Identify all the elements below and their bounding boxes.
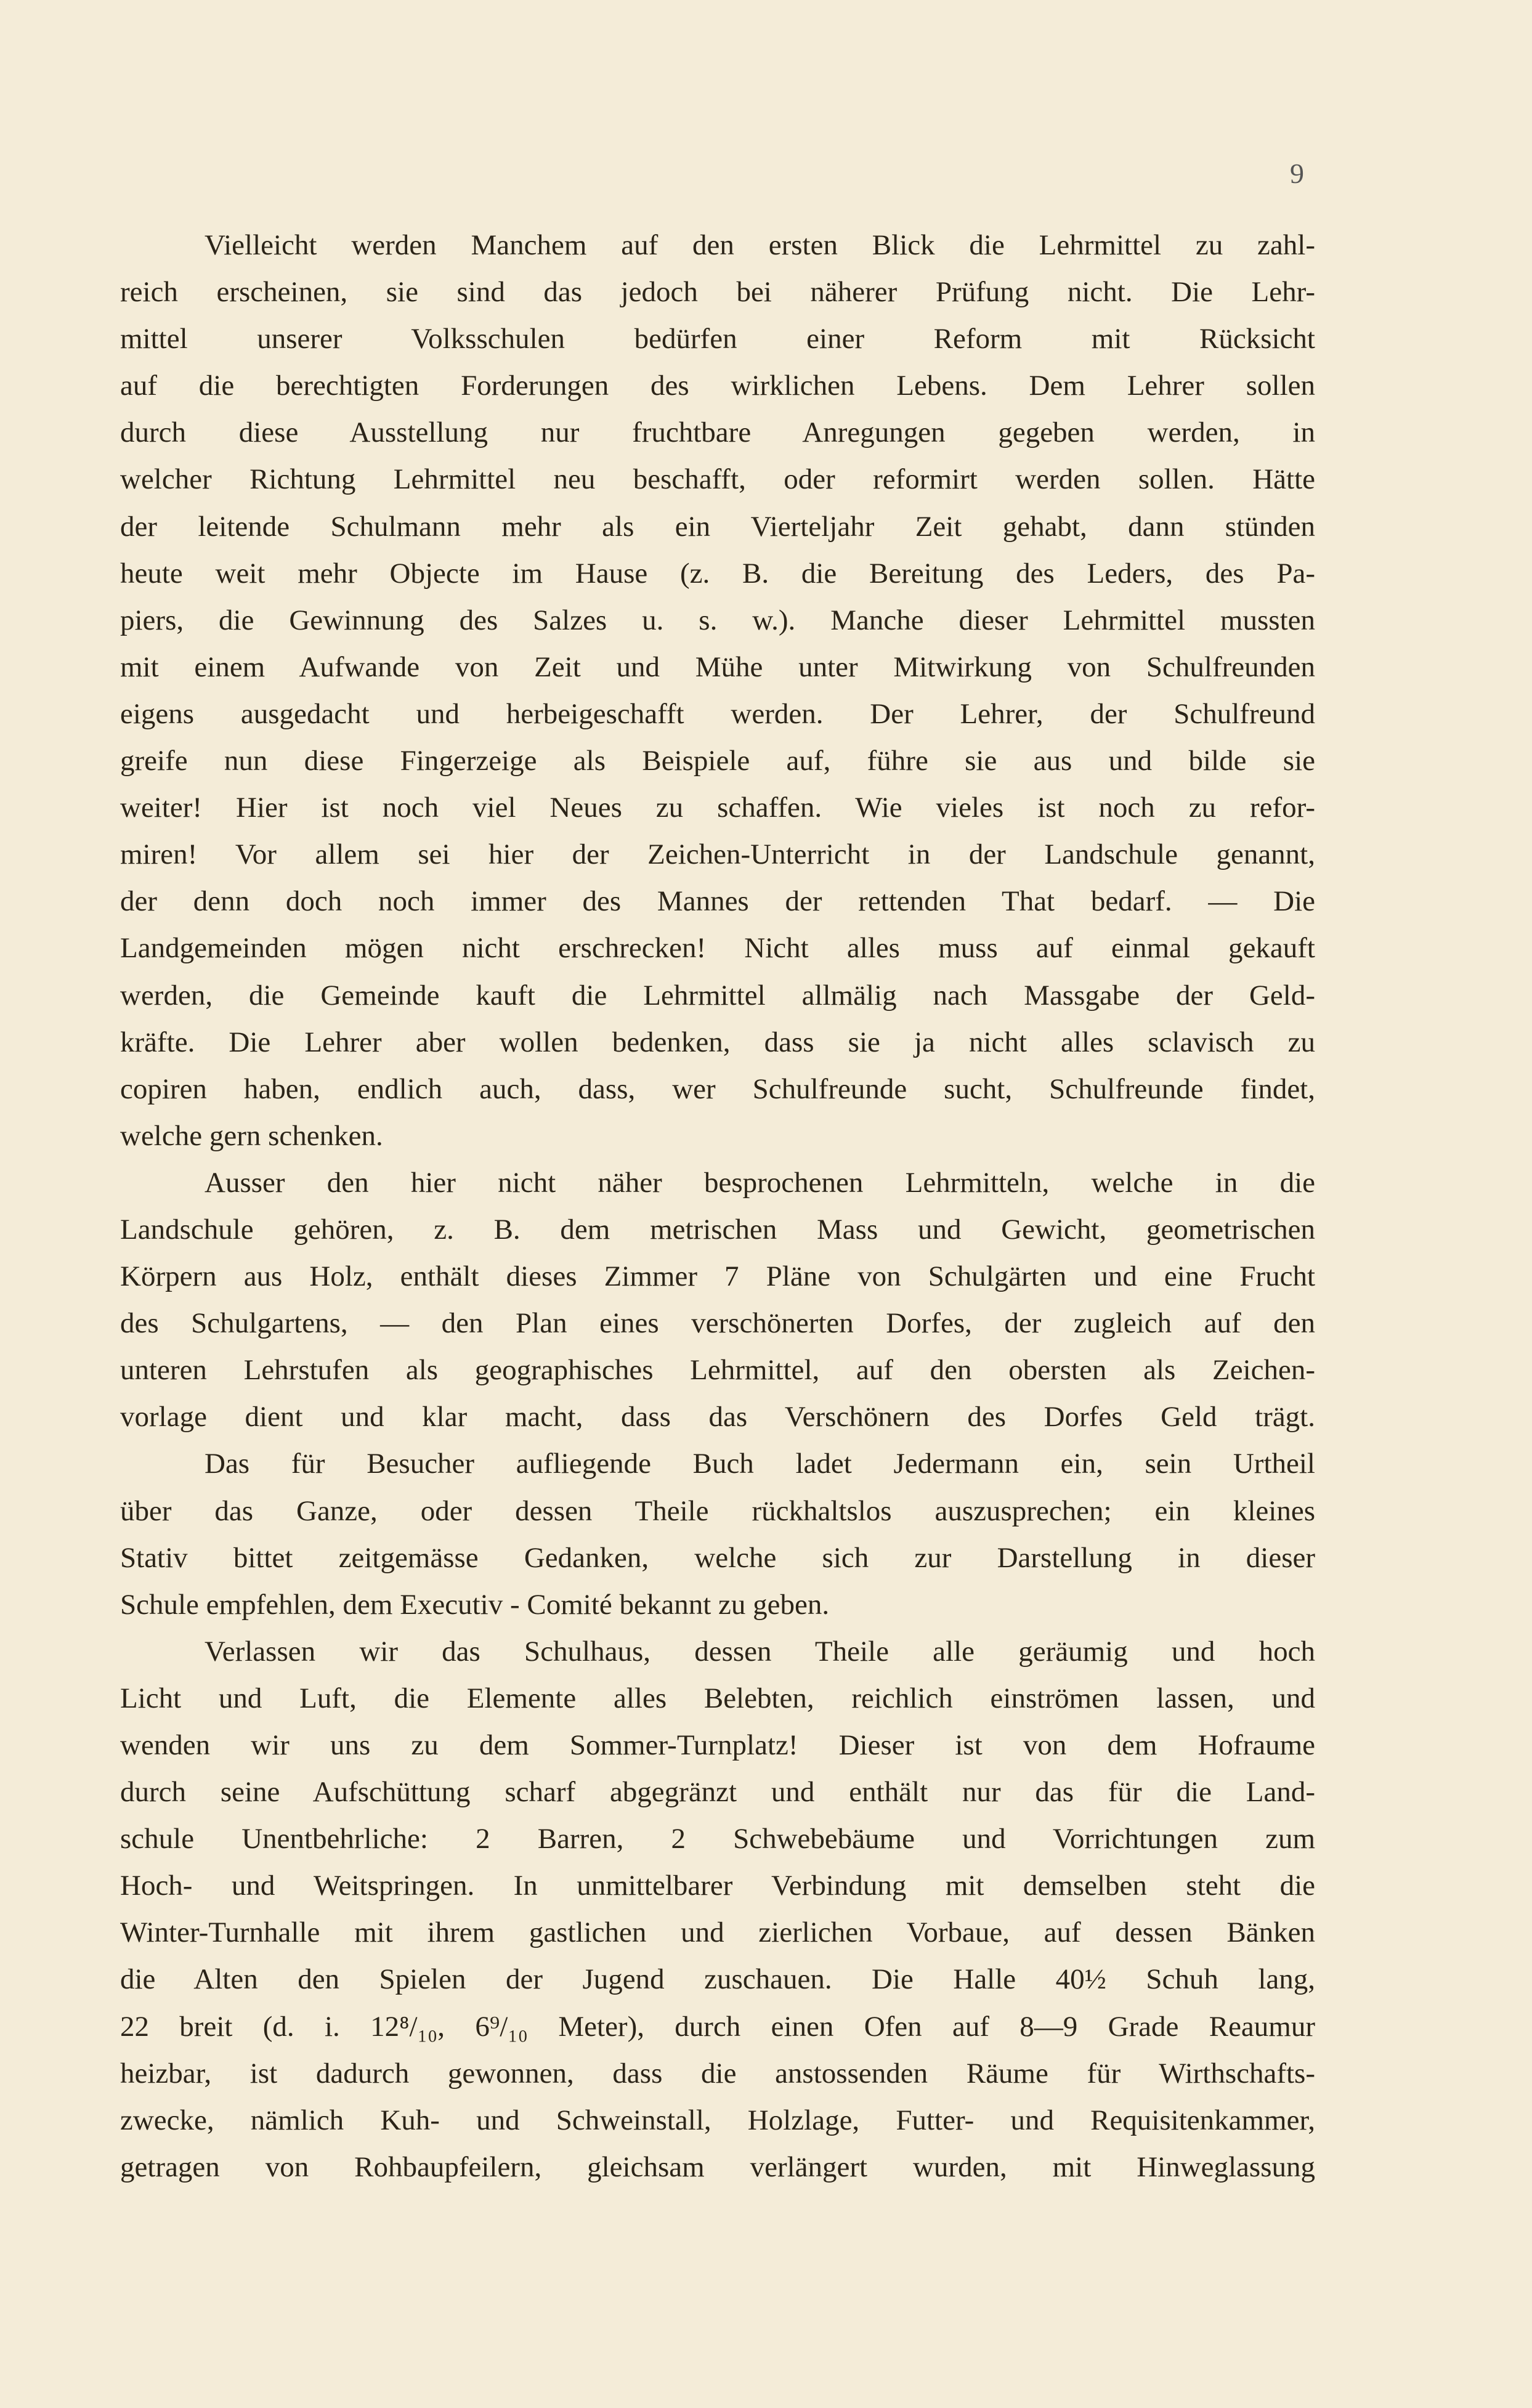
text-line: welcher Richtung Lehrmittel neu beschafft, oder reformirt werden sollen. Hätte [120, 463, 1315, 496]
text-line: schule Unentbehrliche: 2 Barren, 2 Schwebebäume und Vorrichtungen zum [120, 1823, 1315, 1855]
text-line: Stativ bittet zeitgemässe Gedanken, welche sich zur Darstellung in dieser [120, 1541, 1315, 1574]
text-line: zwecke, nämlich Kuh- und Schweinstall, Holzlage, Futter- und Requisitenkammer, [120, 2104, 1315, 2136]
text-line: welche gern schenken. [120, 1119, 383, 1152]
text-line: eigens ausgedacht und herbeigeschafft werden. Der Lehrer, der Schulfreund [120, 697, 1315, 730]
text-line: werden, die Gemeinde kauft die Lehrmittel allmälig nach Massgabe der Geld- [120, 979, 1315, 1011]
text-line: Das für Besucher aufliegende Buch ladet Jedermann ein, sein Urtheil [205, 1448, 1315, 1480]
text-line: durch diese Ausstellung nur fruchtbare Anregungen gegeben werden, in [120, 416, 1315, 449]
text-line: kräfte. Die Lehrer aber wollen bedenken, dass sie ja nicht alles sclavisch zu [120, 1026, 1315, 1058]
text-line: auf die berechtigten Forderungen des wirklichen Lebens. Dem Lehrer sollen [120, 370, 1315, 402]
text-line: mit einem Aufwande von Zeit und Mühe unter Mitwirkung von Schulfreunden [120, 651, 1315, 683]
text-line: miren! Vor allem sei hier der Zeichen-Unterricht in der Landschule genannt, [120, 838, 1315, 871]
text-line: Vielleicht werden Manchem auf den ersten Blick die Lehrmittel zu zahl- [205, 229, 1315, 261]
text-line: 22 breit (d. i. 12⁸/₁₀, 6⁹/₁₀ Meter), durch einen Ofen auf 8—9 Grade Reaumur [120, 2010, 1315, 2043]
text-line: des Schulgartens, — den Plan eines verschönerten Dorfes, der zugleich auf den [120, 1307, 1315, 1340]
text-line: mittel unserer Volksschulen bedürfen einer Reform mit Rücksicht [120, 323, 1315, 355]
text-line: Verlassen wir das Schulhaus, dessen Theile alle geräumig und hoch [205, 1635, 1315, 1668]
text-line: Hoch- und Weitspringen. In unmittelbarer Verbindung mit demselben steht die [120, 1870, 1315, 1902]
text-line: Körpern aus Holz, enthält dieses Zimmer 7 Pläne von Schulgärten und eine Frucht [120, 1260, 1315, 1293]
page-number: 9 [1290, 158, 1304, 189]
text-line: über das Ganze, oder dessen Theile rückhaltslos auszusprechen; ein kleines [120, 1494, 1315, 1527]
text-line: wenden wir uns zu dem Sommer-Turnplatz! Dieser ist von dem Hofraume [120, 1729, 1315, 1761]
text-line: Landschule gehören, z. B. dem metrischen Mass und Gewicht, geometrischen [120, 1213, 1315, 1246]
text-line: heizbar, ist dadurch gewonnen, dass die anstossenden Räume für Wirthschafts- [120, 2057, 1315, 2090]
text-line: copiren haben, endlich auch, dass, wer Schulfreunde sucht, Schulfreunde findet, [120, 1072, 1315, 1105]
text-line: greife nun diese Fingerzeige als Beispiele auf, führe sie aus und bilde sie [120, 745, 1315, 777]
text-line: Landgemeinden mögen nicht erschrecken! Nicht alles muss auf einmal gekauft [120, 932, 1315, 965]
text-line: Ausser den hier nicht näher besprochenen Lehrmitteln, welche in die [205, 1166, 1315, 1199]
text-line: durch seine Aufschüttung scharf abgegränzt und enthält nur das für die Land- [120, 1776, 1315, 1809]
text-line: der leitende Schulmann mehr als ein Vierteljahr Zeit gehabt, dann stünden [120, 510, 1315, 543]
text-line: getragen von Rohbaupfeilern, gleichsam verlängert wurden, mit Hinweglassung [120, 2151, 1315, 2183]
text-line: Winter-Turnhalle mit ihrem gastlichen und zierlichen Vorbaue, auf dessen Bänken [120, 1916, 1315, 1949]
text-line: Licht und Luft, die Elemente alles Belebten, reichlich einströmen lassen, und [120, 1682, 1315, 1714]
text-line: piers, die Gewinnung des Salzes u. s. w.). Manche dieser Lehrmittel mussten [120, 604, 1315, 636]
text-line: vorlage dient und klar macht, dass das Verschönern des Dorfes Geld trägt. [120, 1401, 1315, 1433]
text-line: heute weit mehr Objecte im Hause (z. B. die Bereitung des Leders, des Pa- [120, 557, 1315, 590]
text-line: der denn doch noch immer des Mannes der rettenden That bedarf. — Die [120, 885, 1315, 918]
body-text [120, 222, 1315, 2191]
text-line: reich erscheinen, sie sind das jedoch bei näherer Prüfung nicht. Die Lehr- [120, 276, 1315, 309]
text-line: Schule empfehlen, dem Executiv - Comité bekannt zu geben. [120, 1588, 830, 1621]
text-line: unteren Lehrstufen als geographisches Lehrmittel, auf den obersten als Zeichen- [120, 1354, 1315, 1387]
text-line: die Alten den Spielen der Jugend zuschauen. Die Halle 40½ Schuh lang, [120, 1963, 1315, 1996]
text-line: weiter! Hier ist noch viel Neues zu schaffen. Wie vieles ist noch zu refor- [120, 792, 1315, 824]
